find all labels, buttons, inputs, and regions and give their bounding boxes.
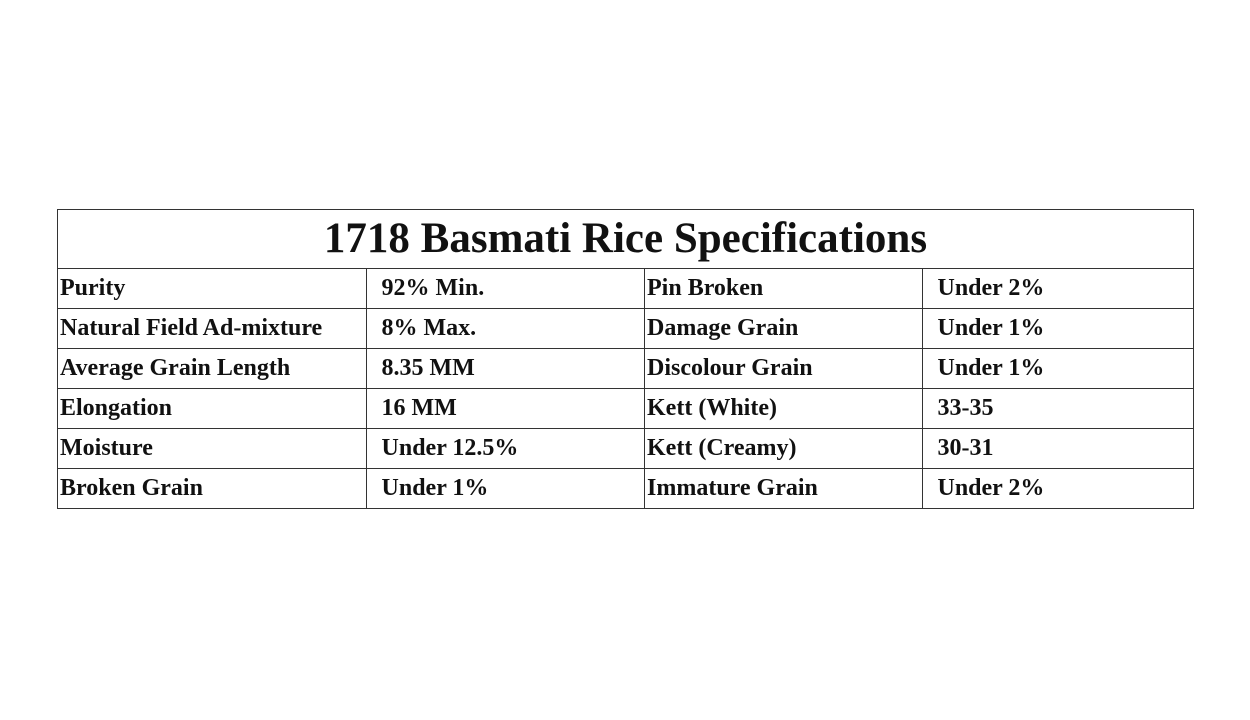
spec-value: 8.35 MM [366,349,644,389]
spec-value: 30-31 [922,429,1194,469]
table-row [58,349,1194,389]
spec-value: Under 1% [922,349,1194,389]
table-row [58,389,1194,429]
spec-label: Purity [58,269,367,309]
table-row [58,309,1194,349]
spec-value: 92% Min. [366,269,644,309]
spec-value: Under 12.5% [366,429,644,469]
table-title: 1718 Basmati Rice Specifications [58,210,1194,269]
spec-label: Moisture [58,429,367,469]
spec-label: Pin Broken [645,269,922,309]
spec-value: Under 1% [366,469,644,509]
spec-label: Kett (Creamy) [645,429,922,469]
spec-value: 33-35 [922,389,1194,429]
spec-value: 16 MM [366,389,644,429]
spec-value: Under 1% [922,309,1194,349]
title-row [58,210,1194,269]
spec-label: Discolour Grain [645,349,922,389]
spec-label: Natural Field Ad-mixture [58,309,367,349]
spec-label: Elongation [58,389,367,429]
spec-label: Broken Grain [58,469,367,509]
spec-value: Under 2% [922,469,1194,509]
table-row [58,469,1194,509]
table-row [58,269,1194,309]
table-row [58,429,1194,469]
spec-label: Damage Grain [645,309,922,349]
spec-value: Under 2% [922,269,1194,309]
spec-label: Kett (White) [645,389,922,429]
specifications-table [57,209,1194,509]
spec-label: Immature Grain [645,469,922,509]
spec-value: 8% Max. [366,309,644,349]
spec-label: Average Grain Length [58,349,367,389]
